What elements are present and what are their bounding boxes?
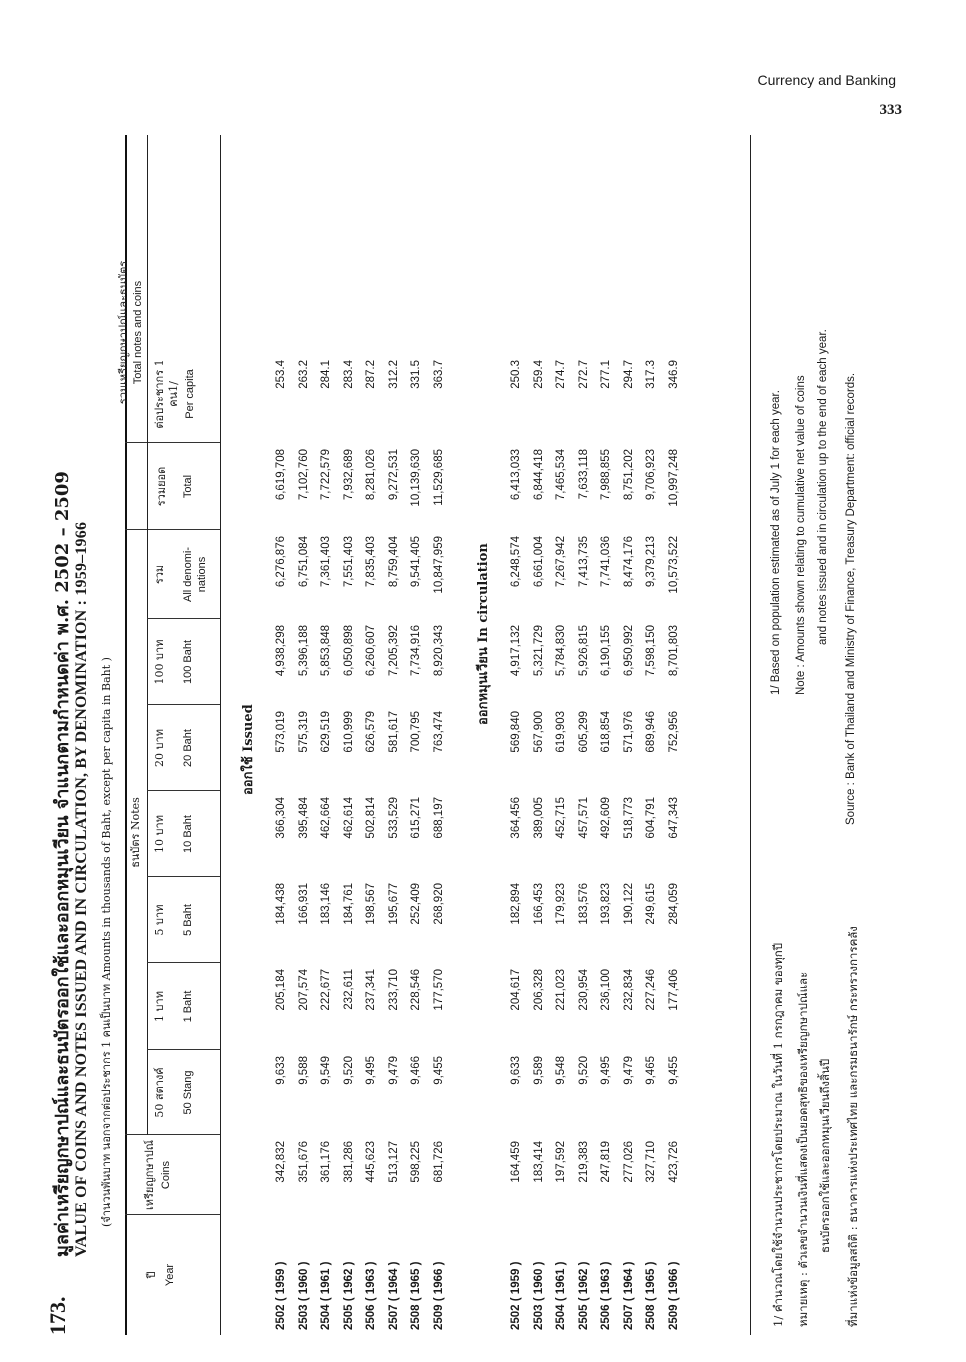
table-cell: 190,122 bbox=[622, 883, 635, 925]
year-cell: 2507 ( 1964 ) bbox=[387, 1261, 400, 1330]
table-cell: 237,341 bbox=[365, 969, 377, 1011]
table-cell: 518,773 bbox=[622, 797, 635, 839]
table-cell: 6,661,004 bbox=[532, 536, 545, 588]
denomination-header-english: 50 Stang bbox=[182, 1070, 194, 1115]
table-cell: 177,406 bbox=[667, 969, 680, 1011]
year-cell: 2509 ( 1966 ) bbox=[667, 1261, 680, 1330]
table-cell: 610,999 bbox=[342, 711, 355, 753]
year-cell: 2509 ( 1966 ) bbox=[432, 1261, 445, 1330]
table-cell: 763,474 bbox=[432, 711, 445, 753]
table-cell: 457,571 bbox=[577, 797, 590, 839]
table-cell: 513,127 bbox=[387, 1141, 400, 1183]
table-cell: 204,617 bbox=[510, 969, 522, 1011]
total-header-thai: รวมยอด bbox=[155, 466, 168, 507]
table-cell: 351,676 bbox=[297, 1141, 310, 1183]
table-cell: 598,225 bbox=[410, 1141, 422, 1183]
table-cell: 5,784,830 bbox=[555, 625, 567, 677]
table-cell: 9,479 bbox=[387, 1056, 400, 1085]
table-cell: 263.2 bbox=[297, 360, 310, 389]
table-cell: 8,474,176 bbox=[622, 536, 635, 588]
table-unit-note: (จำนวนพันบาท นอกจากต่อประชากร 1 คนเป็นบาท Amounts in thousands of Baht, except per capita in Baht ) bbox=[100, 657, 113, 1227]
footnote-thai: 1/ คำนวณโดยใช้จำนวนประชากรโดยประมาณ ในวันที่ 1 กรกฎาคม ของทุกปี bbox=[771, 942, 785, 1327]
note-thai: หมายเหตุ : ตัวเลขจำนวนเงินที่แสดงเป็นยอดสุทธิของเหรียญกษาปณ์และ bbox=[796, 971, 810, 1327]
table-cell: 7,551,403 bbox=[342, 536, 355, 588]
table-cell: 7,102,760 bbox=[297, 449, 310, 501]
table-cell: 221,023 bbox=[555, 969, 567, 1011]
table-cell: 629,519 bbox=[320, 711, 332, 753]
table-cell: 8,281,026 bbox=[365, 449, 377, 501]
table-cell: 232,611 bbox=[342, 969, 355, 1010]
notes-group-rule bbox=[147, 530, 148, 1135]
table-cell: 575,319 bbox=[297, 711, 310, 753]
section-label: ออกใช้ Issued bbox=[241, 704, 256, 795]
denomination-header-english: 20 Baht bbox=[182, 729, 194, 767]
table-cell: 10,847,959 bbox=[432, 536, 445, 594]
table-cell: 9,549 bbox=[320, 1056, 332, 1085]
table-cell: 363.7 bbox=[432, 360, 445, 389]
table-cell: 9,633 bbox=[275, 1056, 287, 1085]
table-cell: 11,529,685 bbox=[432, 449, 445, 506]
notes-group-header: ธนบัตร Notes bbox=[129, 797, 142, 868]
note-thai: ธนบัตรออกใช้และออกหมุนเวียนถึงสิ้นปี bbox=[818, 1058, 832, 1253]
table-cell: 227,246 bbox=[645, 969, 657, 1011]
table-cell: 502,814 bbox=[365, 797, 377, 839]
table-cell: 7,633,118 bbox=[577, 449, 590, 500]
denomination-header-english: 5 Baht bbox=[182, 904, 194, 936]
denomination-header-thai: 50 สตางค์ bbox=[153, 1067, 166, 1118]
table-cell: 7,722,579 bbox=[320, 449, 332, 501]
year-header-thai: ปี bbox=[145, 1271, 158, 1279]
table-cell: 9,541,405 bbox=[410, 536, 422, 588]
year-cell: 2505 ( 1962 ) bbox=[342, 1261, 355, 1330]
table-cell: 206,328 bbox=[532, 969, 545, 1011]
table-cell: 366,304 bbox=[275, 797, 287, 839]
table-cell: 312.2 bbox=[387, 360, 400, 389]
footnote-english: 1/ Based on population estimated as of July 1 for each year. bbox=[770, 390, 782, 695]
table-cell: 7,598,150 bbox=[645, 625, 657, 677]
denomination-header-thai: 20 บาท bbox=[153, 729, 166, 767]
table-cell: 7,835,403 bbox=[365, 536, 377, 588]
table-cell: 331.5 bbox=[410, 360, 422, 389]
table-number: 173. bbox=[45, 1296, 70, 1335]
table-cell: 7,413,735 bbox=[577, 536, 590, 588]
table-cell: 247,819 bbox=[600, 1141, 612, 1183]
table-cell: 8,751,202 bbox=[622, 449, 635, 501]
table-cell: 184,438 bbox=[275, 883, 287, 925]
table-cell: 6,260,607 bbox=[365, 625, 377, 677]
table-cell: 294.7 bbox=[622, 360, 635, 389]
table-cell: 179,923 bbox=[555, 883, 567, 925]
table-cell: 7,741,036 bbox=[600, 536, 612, 588]
table-cell: 183,146 bbox=[320, 883, 332, 925]
table-cell: 8,701,803 bbox=[667, 625, 680, 677]
table-cell: 604,791 bbox=[645, 797, 657, 839]
table-cell: 205,184 bbox=[275, 969, 287, 1011]
table-cell: 5,853,848 bbox=[320, 625, 332, 677]
table-cell: 9,548 bbox=[555, 1056, 567, 1085]
table-cell: 184,761 bbox=[342, 883, 355, 925]
table-cell: 6,190,155 bbox=[600, 625, 612, 677]
table-cell: 605,299 bbox=[577, 711, 590, 753]
section-header: Currency and Banking bbox=[757, 72, 896, 88]
table-cell: 364,456 bbox=[510, 797, 522, 839]
table-cell: 284.1 bbox=[320, 360, 332, 389]
table-cell: 183,414 bbox=[532, 1141, 545, 1183]
denomination-header-thai: 5 บาท bbox=[153, 904, 166, 936]
year-cell: 2508 ( 1965 ) bbox=[645, 1261, 657, 1330]
per-capita-header-thai: ต่อประชากร 1 คน1/ bbox=[153, 359, 180, 429]
table-cell: 6,619,708 bbox=[275, 449, 287, 501]
table-cell: 183,576 bbox=[577, 883, 590, 925]
table-cell: 327,710 bbox=[645, 1141, 657, 1183]
source-thai: ที่มาแห่งข้อมูลสถิติ : ธนาคารแห่งประเทศไทย และกรมธนารักษ์ กระทรวงการคลัง bbox=[846, 926, 860, 1327]
table-cell: 230,954 bbox=[577, 969, 590, 1011]
denomination-header-english: All denomi- nations bbox=[182, 546, 208, 603]
table-cell: 9,495 bbox=[365, 1056, 377, 1085]
table-cell: 389,005 bbox=[532, 797, 545, 839]
table-cell: 9,455 bbox=[667, 1056, 680, 1085]
table-cell: 9,633 bbox=[510, 1056, 522, 1085]
table-cell: 166,453 bbox=[532, 883, 545, 925]
table-cell: 8,759,404 bbox=[387, 536, 400, 588]
table-cell: 207,574 bbox=[297, 969, 310, 1011]
table-cell: 567,900 bbox=[532, 711, 545, 753]
table-cell: 681,726 bbox=[432, 1141, 445, 1183]
year-cell: 2504 ( 1961 ) bbox=[320, 1261, 332, 1330]
table-cell: 10,573,522 bbox=[667, 536, 680, 594]
table-cell: 395,484 bbox=[297, 797, 310, 839]
table-cell: 5,321,729 bbox=[532, 625, 545, 677]
year-cell: 2507 ( 1964 ) bbox=[622, 1261, 635, 1330]
denomination-header-english: 1 Baht bbox=[182, 990, 194, 1023]
table-cell: 10,139,630 bbox=[410, 449, 422, 507]
table-cell: 4,938,298 bbox=[275, 625, 287, 677]
table-cell: 6,950,992 bbox=[622, 625, 635, 677]
table-cell: 6,276,876 bbox=[275, 536, 287, 588]
table-cell: 164,459 bbox=[510, 1141, 522, 1183]
year-cell: 2502 ( 1959 ) bbox=[510, 1261, 522, 1330]
table-cell: 619,903 bbox=[555, 711, 567, 753]
table-cell: 198,567 bbox=[365, 883, 377, 925]
table-cell: 4,917,132 bbox=[510, 625, 522, 677]
table-cell: 7,734,916 bbox=[410, 625, 422, 677]
table-cell: 346.9 bbox=[667, 360, 680, 389]
table-cell: 9,495 bbox=[600, 1056, 612, 1085]
year-cell: 2508 ( 1965 ) bbox=[410, 1261, 422, 1330]
table-cell: 236,100 bbox=[600, 969, 612, 1011]
table-cell: 9,272,531 bbox=[387, 449, 400, 501]
table-header-rule bbox=[220, 135, 221, 1335]
table-cell: 197,592 bbox=[555, 1141, 567, 1183]
table-cell: 423,726 bbox=[667, 1141, 680, 1183]
table-cell: 752,956 bbox=[667, 711, 680, 753]
year-cell: 2505 ( 1962 ) bbox=[577, 1261, 590, 1330]
section-label: ออกหมุนเวียน In circulation bbox=[476, 543, 491, 725]
year-cell: 2504 ( 1961 ) bbox=[555, 1261, 567, 1330]
table-cell: 533,529 bbox=[387, 797, 400, 839]
table-cell: 268,920 bbox=[432, 883, 445, 925]
year-cell: 2506 ( 1963 ) bbox=[365, 1261, 377, 1330]
table-cell: 462,614 bbox=[342, 797, 355, 839]
source-english: Source : Bank of Thailand and Ministry of Finance, Treasury Department: official records. bbox=[845, 372, 857, 825]
total-group-rule bbox=[147, 135, 148, 530]
year-cell: 2503 ( 1960 ) bbox=[297, 1261, 310, 1330]
denomination-header-thai: 1 บาท bbox=[153, 991, 166, 1022]
table-cell: 232,834 bbox=[622, 969, 635, 1011]
table-cell: 361,176 bbox=[320, 1141, 332, 1183]
year-cell: 2506 ( 1963 ) bbox=[600, 1261, 612, 1330]
table-cell: 9,479 bbox=[622, 1056, 635, 1085]
table-cell: 222,677 bbox=[320, 969, 332, 1011]
table-cell: 9,520 bbox=[577, 1056, 590, 1085]
table-cell: 7,205,392 bbox=[387, 625, 400, 677]
table-cell: 688,197 bbox=[432, 797, 445, 839]
table-cell: 615,271 bbox=[410, 797, 422, 839]
table-cell: 250.3 bbox=[510, 360, 522, 389]
table-cell: 193,823 bbox=[600, 883, 612, 925]
per-capita-header-english: Per capita bbox=[184, 369, 196, 419]
table-cell: 284,059 bbox=[667, 883, 680, 925]
table-cell: 9,465 bbox=[645, 1056, 657, 1085]
table-cell: 277,026 bbox=[622, 1141, 635, 1183]
table-cell: 9,455 bbox=[432, 1056, 445, 1085]
table-cell: 166,931 bbox=[297, 883, 310, 925]
year-cell: 2502 ( 1959 ) bbox=[275, 1261, 287, 1330]
year-cell: 2503 ( 1960 ) bbox=[532, 1261, 545, 1330]
table-cell: 253.4 bbox=[275, 360, 287, 389]
table-cell: 452,715 bbox=[555, 797, 567, 839]
coins-header-thai: เหรียญกษาปณ์ bbox=[143, 1140, 156, 1211]
table-cell: 647,343 bbox=[667, 797, 680, 839]
note-english: Note : Amounts shown relating to cumulative net value of coins bbox=[795, 375, 807, 695]
table-cell: 9,379,213 bbox=[645, 536, 657, 588]
table-cell: 9,466 bbox=[410, 1056, 422, 1085]
denomination-header-thai: 100 บาท bbox=[153, 639, 166, 685]
table-cell: 700,795 bbox=[410, 711, 422, 753]
table-cell: 6,751,084 bbox=[297, 536, 310, 588]
table-cell: 228,546 bbox=[410, 969, 422, 1011]
table-cell: 317.3 bbox=[645, 360, 657, 389]
table-cell: 573,019 bbox=[275, 711, 287, 753]
table-cell: 7,267,942 bbox=[555, 536, 567, 588]
table-cell: 252,409 bbox=[410, 883, 422, 925]
table-cell: 10,997,248 bbox=[667, 449, 680, 507]
table-cell: 342,832 bbox=[275, 1141, 287, 1183]
table-cell: 571,976 bbox=[622, 711, 635, 753]
table-cell: 182,894 bbox=[510, 883, 522, 925]
table-cell: 9,589 bbox=[532, 1056, 545, 1085]
table-cell: 7,932,689 bbox=[342, 449, 355, 501]
note-english: and notes issued and in circulation up to the end of each year. bbox=[817, 329, 829, 645]
table-bottom-rule bbox=[750, 135, 751, 1335]
table-cell: 219,383 bbox=[577, 1141, 590, 1183]
table-cell: 7,988,855 bbox=[600, 449, 612, 501]
table-cell: 6,844,418 bbox=[532, 449, 545, 501]
table-cell: 8,920,343 bbox=[432, 625, 445, 677]
table-cell: 277.1 bbox=[600, 360, 612, 389]
coins-header-english: Coins bbox=[160, 1160, 172, 1190]
table-cell: 233,710 bbox=[387, 969, 400, 1011]
table-cell: 6,413,033 bbox=[510, 449, 522, 501]
table-cell: 9,520 bbox=[342, 1056, 355, 1085]
table-cell: 7,465,534 bbox=[555, 449, 567, 501]
table-cell: 5,396,188 bbox=[297, 625, 310, 677]
total-group-header-thai: รวมเหรียญกษาปณ์และธนบัตร bbox=[117, 260, 130, 405]
table-cell: 5,926,815 bbox=[577, 625, 590, 677]
table-cell: 6,050,898 bbox=[342, 625, 355, 677]
table-cell: 445,623 bbox=[365, 1141, 377, 1183]
table-cell: 249,615 bbox=[645, 883, 657, 925]
table-cell: 259.4 bbox=[532, 360, 545, 389]
denomination-header-english: 10 Baht bbox=[182, 815, 194, 853]
total-header-english: Total bbox=[182, 474, 194, 499]
table-title-english: VALUE OF COINS AND NOTES ISSUED AND IN CIRCULATION, BY DENOMINATION : 1959–1966 bbox=[73, 521, 90, 1257]
table-cell: 287.2 bbox=[365, 360, 377, 389]
table-cell: 9,706,923 bbox=[645, 449, 657, 501]
table-cell: 283.4 bbox=[342, 360, 355, 389]
table-cell: 569,840 bbox=[510, 711, 522, 753]
table-cell: 581,617 bbox=[387, 711, 400, 753]
rotated-table-page bbox=[45, 135, 895, 1335]
table-cell: 618,854 bbox=[600, 711, 612, 753]
denomination-header-thai: รวม bbox=[153, 564, 166, 585]
table-cell: 177,570 bbox=[432, 969, 445, 1011]
table-cell: 195,677 bbox=[387, 883, 400, 925]
table-cell: 9,588 bbox=[297, 1056, 310, 1085]
table-cell: 272.7 bbox=[577, 360, 590, 389]
page-number: 333 bbox=[879, 102, 902, 118]
table-title-thai: มูลค่าเหรียญกษาปณ์และธนบัตรออกใช้และออกหมุนเวียน จำแนกตามกำหนดค่า พ.ศ. 2502 – 2509 bbox=[52, 471, 73, 1257]
table-cell: 462,664 bbox=[320, 797, 332, 839]
year-header-english: Year bbox=[164, 1263, 176, 1287]
total-group-header-english: Total notes and coins bbox=[132, 280, 144, 385]
table-cell: 626,579 bbox=[365, 711, 377, 753]
table-cell: 274.7 bbox=[555, 360, 567, 389]
table-cell: 6,248,574 bbox=[510, 536, 522, 588]
table-cell: 689,946 bbox=[645, 711, 657, 753]
table-cell: 7,361,403 bbox=[320, 536, 332, 588]
denomination-header-english: 100 Baht bbox=[182, 639, 194, 685]
denomination-header-thai: 10 บาท bbox=[153, 815, 166, 853]
table-cell: 492,609 bbox=[600, 797, 612, 839]
table-cell: 381,286 bbox=[342, 1141, 355, 1183]
